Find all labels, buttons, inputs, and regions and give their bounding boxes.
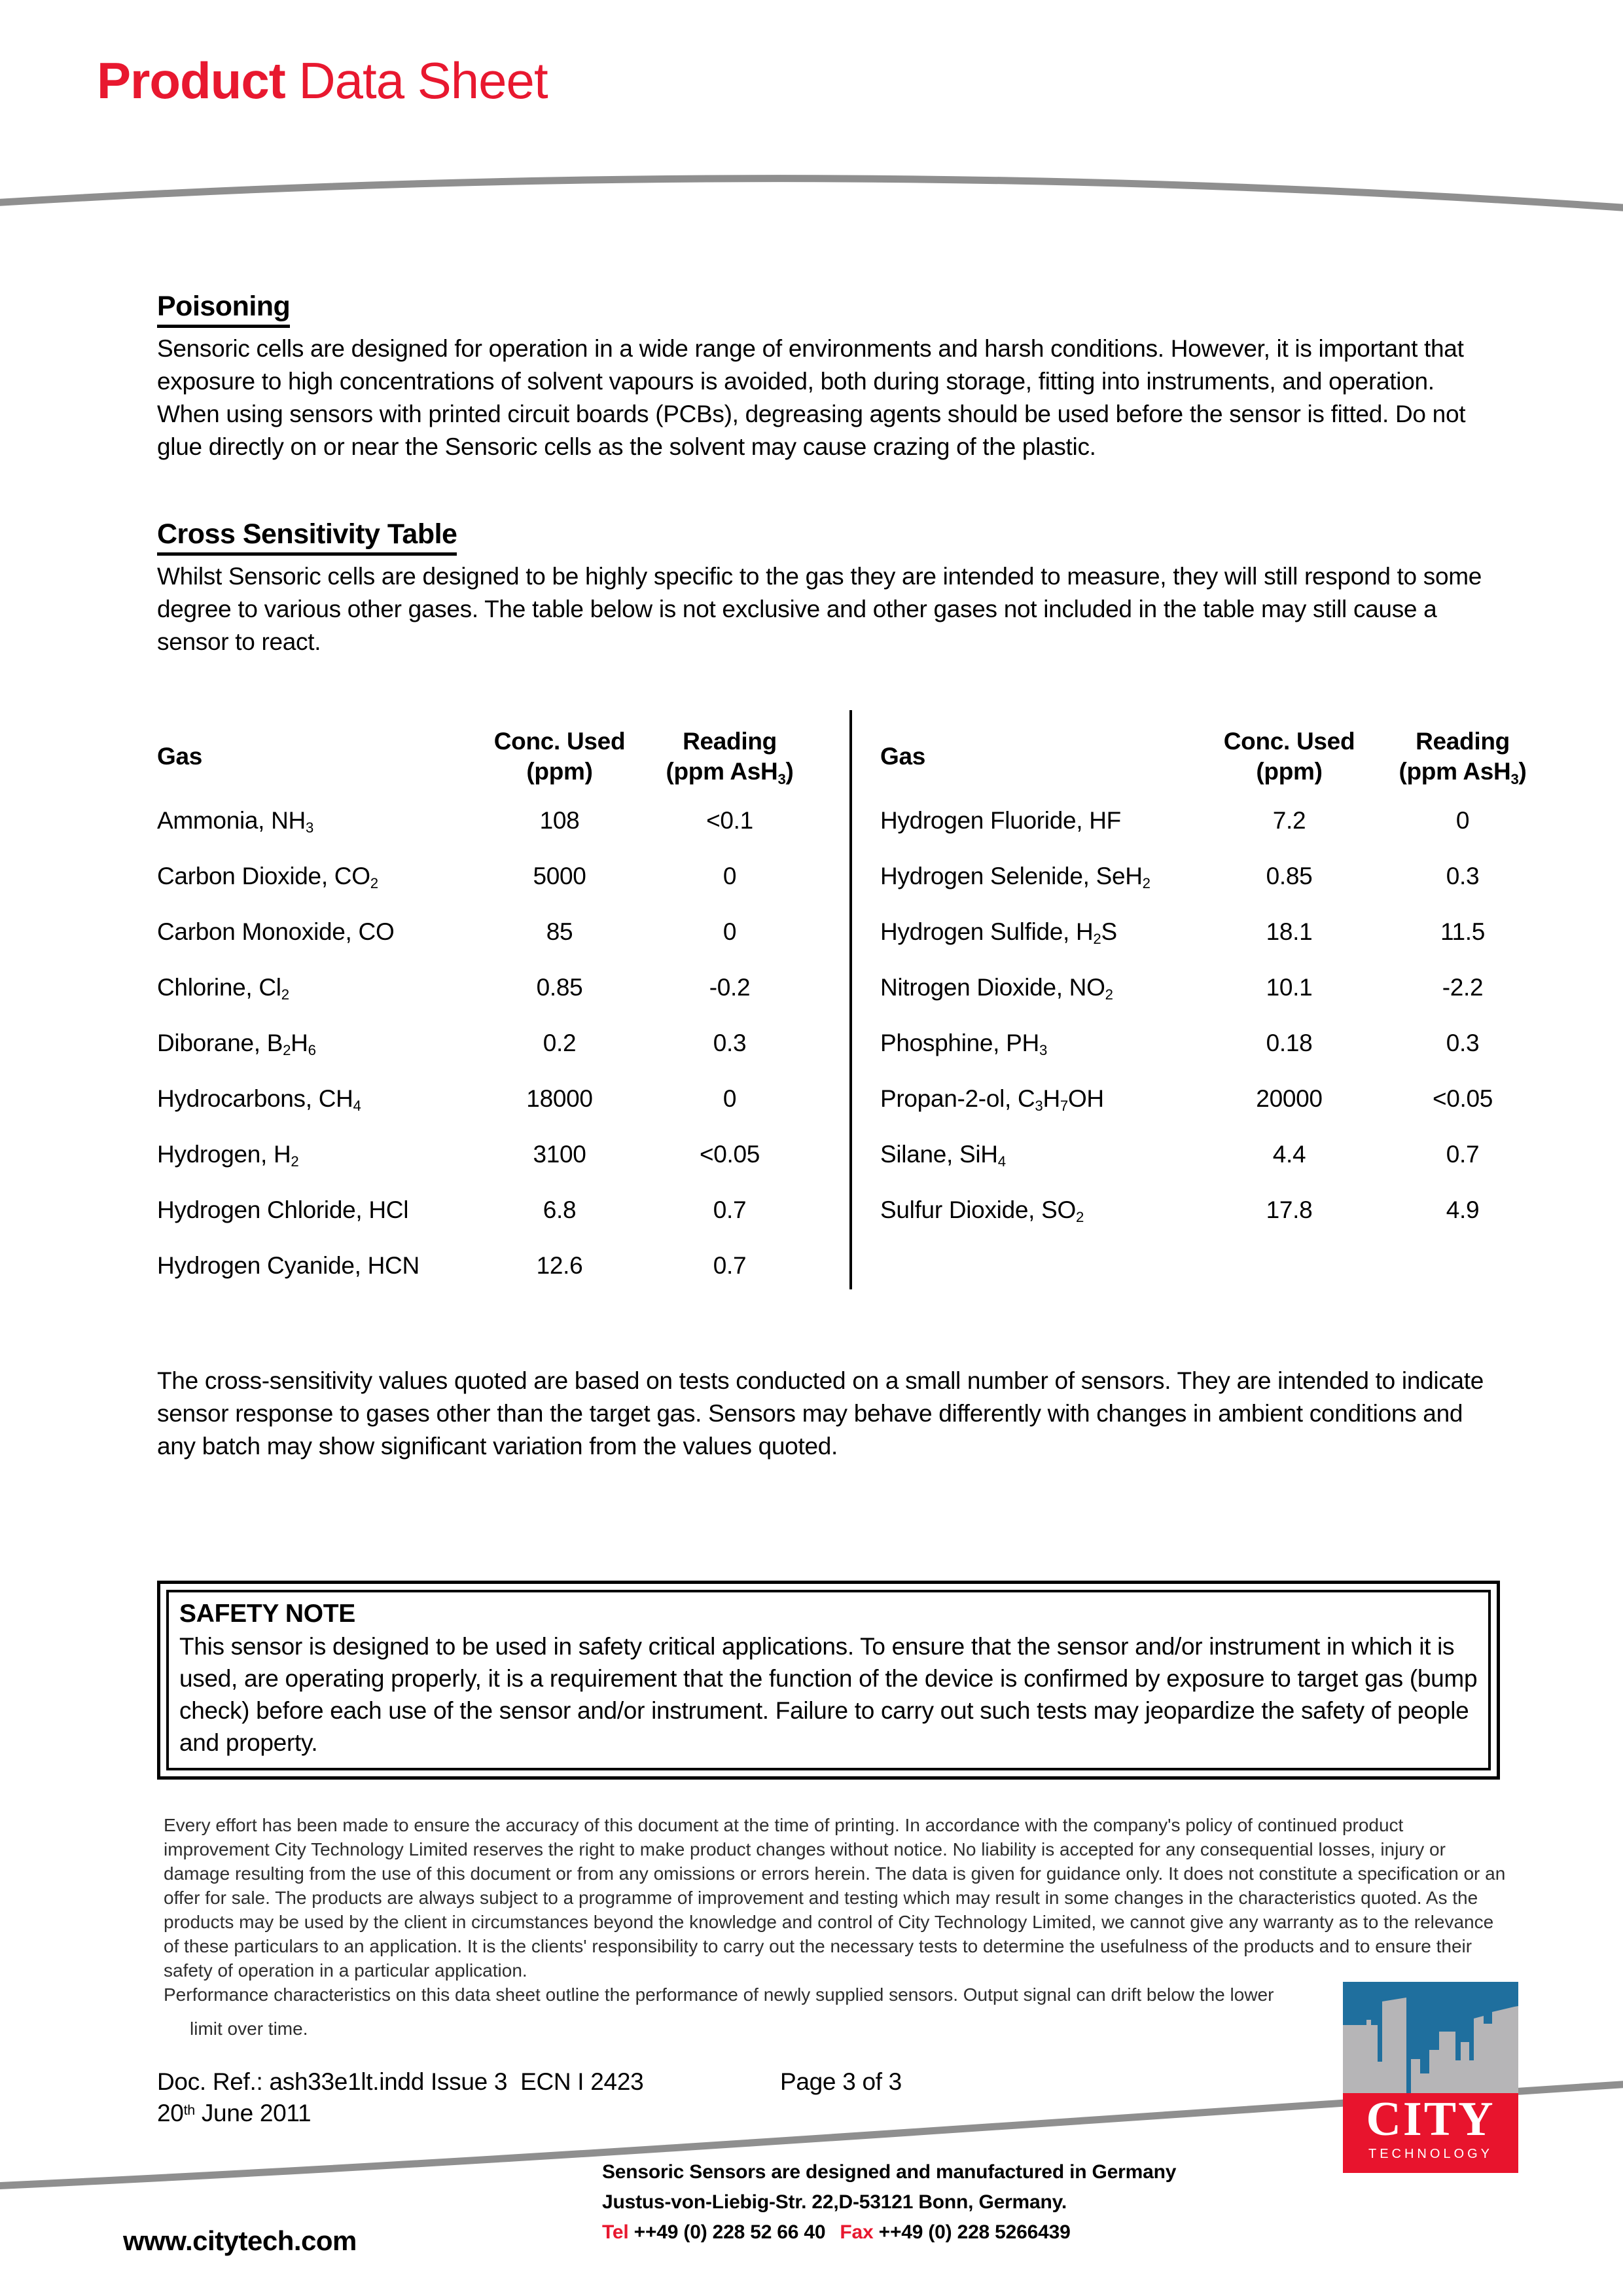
table-row [157,848,818,904]
table-row [880,904,1554,960]
skyline-icon [1343,1982,1518,2093]
safety-note-text: This sensor is designed to be used in safety critical applications. To ensure that the sensor and/or instrument in which it is used, are operating properly, it is a requirement that the function of the device is confirmed by exposure to target gas (bump check) before each use of the sensor and/or instrument. Failure to carry out such tests may jeopardize the safety of people and property. [179,1633,1478,1756]
table-divider-line [849,710,852,1289]
reading-value: 0 [1455,806,1470,834]
page-number: Page 3 of 3 [780,2068,902,2095]
reading-value: 0.3 [1446,862,1480,889]
conc-value: 5000 [533,862,586,889]
cross-sensitivity-heading: Cross Sensitivity Table [157,518,457,556]
logo-technology-text: TECHNOLOGY [1368,2147,1493,2161]
right-table-header [880,707,1554,806]
reading-value: -2.2 [1442,973,1484,1001]
conc-value: 0.85 [1266,862,1313,889]
table-row [880,1015,1554,1071]
disclaimer-block [164,1813,1509,2041]
table-row [157,1182,818,1238]
reading-value: 0 [722,1085,737,1112]
conc-value: 0.18 [1266,1029,1313,1056]
conc-value: 0.2 [543,1029,577,1056]
reading-value: 4.9 [1446,1196,1480,1223]
gas-name: Sulfur Dioxide, $SO_2$ [880,1196,1084,1226]
gas-name: Nitrogen Dioxide, $NO_2$ [880,973,1113,1003]
conc-column-header: Conc. Used (ppm) [493,728,626,785]
table-row [880,960,1554,1015]
table-row [880,1182,1554,1238]
reading-value: 0.7 [713,1196,747,1223]
footer-phone-line [602,2217,1176,2248]
conc-value: 18.1 [1266,918,1313,945]
logo-red-panel [1343,2093,1518,2173]
cross-sensitivity-note [157,1365,1497,1463]
website-text: www.citytech.com [123,2225,357,2256]
conc-value: 0.85 [536,973,583,1001]
poisoning-heading: Poisoning [157,291,290,328]
poisoning-paragraphs [157,332,1497,463]
gas-name: Chlorine, $Cl_2$ [157,973,289,1003]
poisoning-paragraph-2: When using sensors with printed circuit boards (PCBs), degreasing agents should be used before the sensor is fitted. Do not glue directly on or near the Sensoric cells as the solvent may cause crazing of the plastic. [157,401,1466,460]
reading-value: <0.05 [699,1140,760,1168]
poisoning-paragraph-1: Sensoric cells are designed for operation in a wide range of environments and harsh conditions. However, it is important that exposure to high concentrations of solvent vapours is avoided, both during storage, fitting into instruments, and operation. [157,335,1464,395]
cross-sensitivity-table-left [157,793,818,1293]
tel-number: ++49 (0) 228 52 66 40 [633,2221,826,2243]
reading-value: 0.7 [1446,1140,1480,1168]
fax-number: ++49 (0) 228 5266439 [878,2221,1071,2243]
table-row [880,1126,1554,1182]
tel-label: Tel [602,2221,629,2243]
reading-value: 0.3 [713,1029,747,1056]
conc-value: 7.2 [1272,806,1306,834]
conc-value: 10.1 [1266,973,1313,1001]
city-technology-logo [1343,1982,1518,2173]
footer-made-in: Sensoric Sensors are designed and manufactured in Germany [602,2161,1177,2183]
table-row [880,1071,1554,1126]
table-row [157,1071,818,1126]
conc-value: 3100 [533,1140,586,1168]
reading-value: 0 [722,862,737,889]
gas-name: Hydrogen Fluoride, HF [880,806,1121,834]
footer-address: Justus-von-Liebig-Str. 22,D-53121 Bonn, Germany. [602,2191,1067,2213]
gas-name: Diborane, $B_2H_6$ [157,1029,316,1059]
gas-name: Carbon Dioxide, $CO_2$ [157,862,378,892]
reading-column-header: Reading (ppm AsH$_3$) [1399,728,1527,787]
disclaimer-performance-line: Performance characteristics on this data sheet outline the performance of newly supplied sensors. Output signal can drift below the lower [164,1984,1274,2005]
conc-value: 18000 [526,1085,593,1112]
doc-reference: Doc. Ref.: ash33e1lt.indd Issue 3 ECN I 2423 [157,2068,644,2095]
reading-value: <0.05 [1432,1085,1493,1112]
gas-column-header: Gas [157,743,203,770]
table-row [157,1015,818,1071]
conc-value: 20000 [1256,1085,1323,1112]
logo-city-text: CITY [1366,2093,1495,2146]
cross-sensitivity-table-right [880,793,1554,1238]
table-row [880,793,1554,848]
disclaimer-continuation-line: limit over time. [190,2018,308,2039]
reading-value: 11.5 [1440,918,1486,945]
table-row [157,793,818,848]
gas-name: Phosphine, $PH_3$ [880,1029,1047,1059]
gas-name: Hydrocarbons, $CH_4$ [157,1085,361,1115]
conc-value: 6.8 [543,1196,577,1223]
safety-note-title: SAFETY NOTE [179,1600,356,1628]
conc-value: 85 [546,918,573,945]
conc-value: 12.6 [536,1251,583,1279]
safety-note-inner-box [166,1590,1491,1770]
page-title-bold: Product [97,52,285,109]
conc-value: 4.4 [1272,1140,1306,1168]
table-row [157,960,818,1015]
reading-value: -0.2 [709,973,751,1001]
doc-date: 20th June 2011 [157,2100,312,2126]
top-swoosh-line [0,179,1623,208]
gas-column-header: Gas [880,743,926,770]
fax-label: Fax [840,2221,874,2243]
left-table-header [157,707,818,806]
gas-name: Hydrogen Chloride, HCl [157,1196,409,1223]
cross-sensitivity-intro-text: Whilst Sensoric cells are designed to be highly specific to the gas they are intended to measure, they will still respond to some degree to various other gases. The table below is not exclusive and other gases not included in the table may still cause a sensor to react. [157,563,1482,655]
page-title-rest: Data Sheet [285,52,548,109]
table-row [157,904,818,960]
logo-skyline-graphic [1343,1982,1518,2093]
footer-company-block [602,2157,1176,2248]
gas-name: Silane, SiH$_4$ [880,1140,1006,1170]
table-row [157,1126,818,1182]
conc-value: 108 [539,806,580,834]
reading-value: <0.1 [706,806,753,834]
cross-sensitivity-intro [157,560,1497,658]
table-row [157,1238,818,1293]
safety-note-box [157,1581,1500,1780]
gas-name: Propan-2-ol, $C_3H_7OH$ [880,1085,1104,1115]
table-row [880,848,1554,904]
gas-name: Hydrogen, $H_2$ [157,1140,299,1170]
gas-name: Ammonia, $NH_3$ [157,806,314,836]
gas-name: Carbon Monoxide, CO [157,918,395,945]
reading-value: 0.7 [713,1251,747,1279]
gas-name: Hydrogen Cyanide, HCN [157,1251,419,1279]
disclaimer-paragraph: Every effort has been made to ensure the accuracy of this document at the time of printing. In accordance with the company's policy of continued product improvement City Technology Limited reserves the right to make product changes without notice. No liability is accepted for any consequential losses, injury or damage resulting from the use of this document or from any omissions or errors herein. The data is given for guidance only. It does not constitute a specification or an offer for sale. The products are always subject to a programme of improvement and testing which may result in some changes in the characteristics quoted. As the products may be used by the client in circumstances beyond the knowledge and control of City Technology Limited, we cannot give any warranty as to the relevance of these particulars to an application. It is the clients' responsibility to carry out the necessary tests to determine the usefulness of the products and to ensure their safety of operation in a particular application. [164,1815,1506,1981]
gas-name: Hydrogen Sulfide, $H_2S$ [880,918,1117,948]
conc-value: 17.8 [1266,1196,1313,1223]
conc-column-header: Conc. Used (ppm) [1223,728,1355,785]
reading-value: 0 [722,918,737,945]
cross-sensitivity-note-text: The cross-sensitivity values quoted are based on tests conducted on a small number of sensors. They are intended to indicate sensor response to gases other than the target gas. Sensors may behave differently with changes in ambient conditions and any batch may show significant variation from the values quoted. [157,1367,1484,1460]
page-title [97,51,548,111]
reading-value: 0.3 [1446,1029,1480,1056]
reading-column-header: Reading (ppm AsH$_3$) [666,728,794,787]
gas-name: Hydrogen Selenide, SeH$_2$ [880,862,1150,892]
